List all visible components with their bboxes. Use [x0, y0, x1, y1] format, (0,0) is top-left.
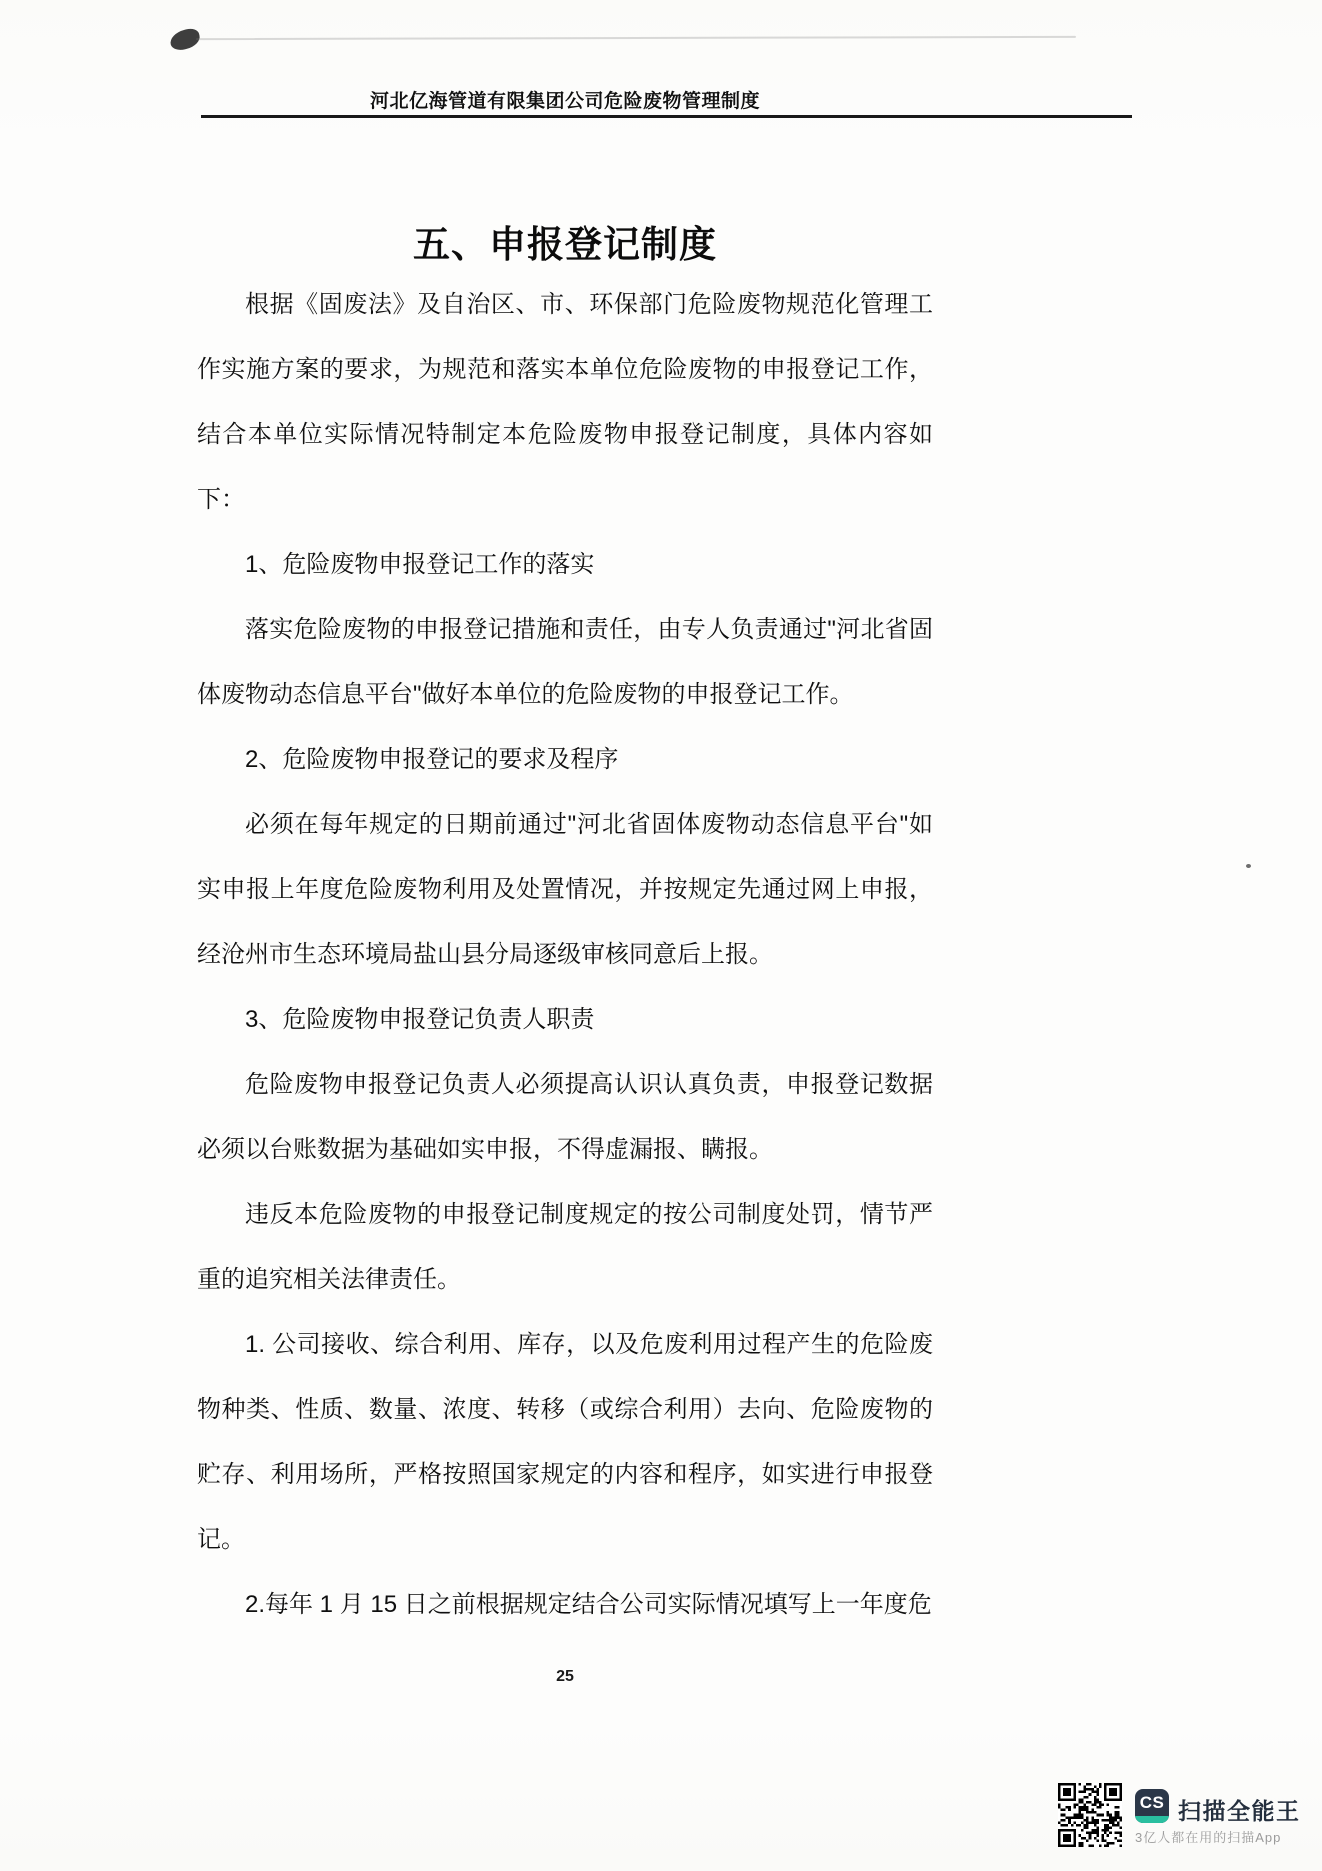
paragraph: 危险废物申报登记负责人必须提高认识认真负责，申报登记数据必须以台账数据为基础如实申报，不得虚漏报、瞒报。 [197, 1071, 933, 1163]
page-title: 五、申报登记制度 [413, 224, 717, 265]
paragraph: 违反本危险废物的申报登记制度规定的按公司制度处罚，情节严重的追究相关法律责任。 [197, 1201, 933, 1293]
scanner-app-name: 扫描全能王 [1178, 1798, 1301, 1824]
paragraph: 2.每年 1 月 15 日之前根据规定结合公司实际情况填写上一年度危 [245, 1591, 932, 1618]
header-divider [201, 115, 1132, 118]
page-number: 25 [556, 1668, 574, 1685]
scan-dot-artifact [1246, 864, 1251, 868]
paragraph: 必须在每年规定的日期前通过"河北省固体废物动态信息平台"如实申报上年度危险废物利用及处置情况，并按规定先通过网上申报，经沧州市生态环境局盐山县分局逐级审核同意后上报。 [197, 811, 933, 968]
scanner-app-tagline: 3亿人都在用的扫描App [1135, 1830, 1282, 1845]
paragraph: 落实危险废物的申报登记措施和责任，由专人负责通过"河北省固体废物动态信息平台"做好本单位的危险废物的申报登记工作。 [197, 616, 933, 708]
paragraph: 1. 公司接收、综合利用、库存，以及危废利用过程产生的危险废物种类、性质、数量、浓度、转移（或综合利用）去向、危险废物的贮存、利用场所，严格按照国家规定的内容和程序，如实进行申报登记。 [197, 1331, 933, 1553]
camscanner-logo-icon [1135, 1789, 1169, 1823]
section-heading: 2、危险废物申报登记的要求及程序 [245, 746, 619, 773]
document-header: 河北亿海管道有限集团公司危险废物管理制度 [369, 91, 760, 112]
document-body [197, 272, 933, 1637]
camscanner-logo-text: CS [1139, 1793, 1165, 1812]
section-heading: 1、危险废物申报登记工作的落实 [245, 551, 595, 578]
paragraph: 根据《固废法》及自治区、市、环保部门危险废物规范化管理工作实施方案的要求，为规范和落实本单位危险废物的申报登记工作，结合本单位实际情况特制定本危险废物申报登记制度，具体内容如下： [197, 291, 933, 513]
scan-streak-artifact [196, 36, 1076, 40]
qr-code-icon [1058, 1783, 1122, 1847]
section-heading: 3、危险废物申报登记负责人职责 [245, 1006, 595, 1033]
camscanner-logo-teal-bar [1135, 1816, 1169, 1823]
